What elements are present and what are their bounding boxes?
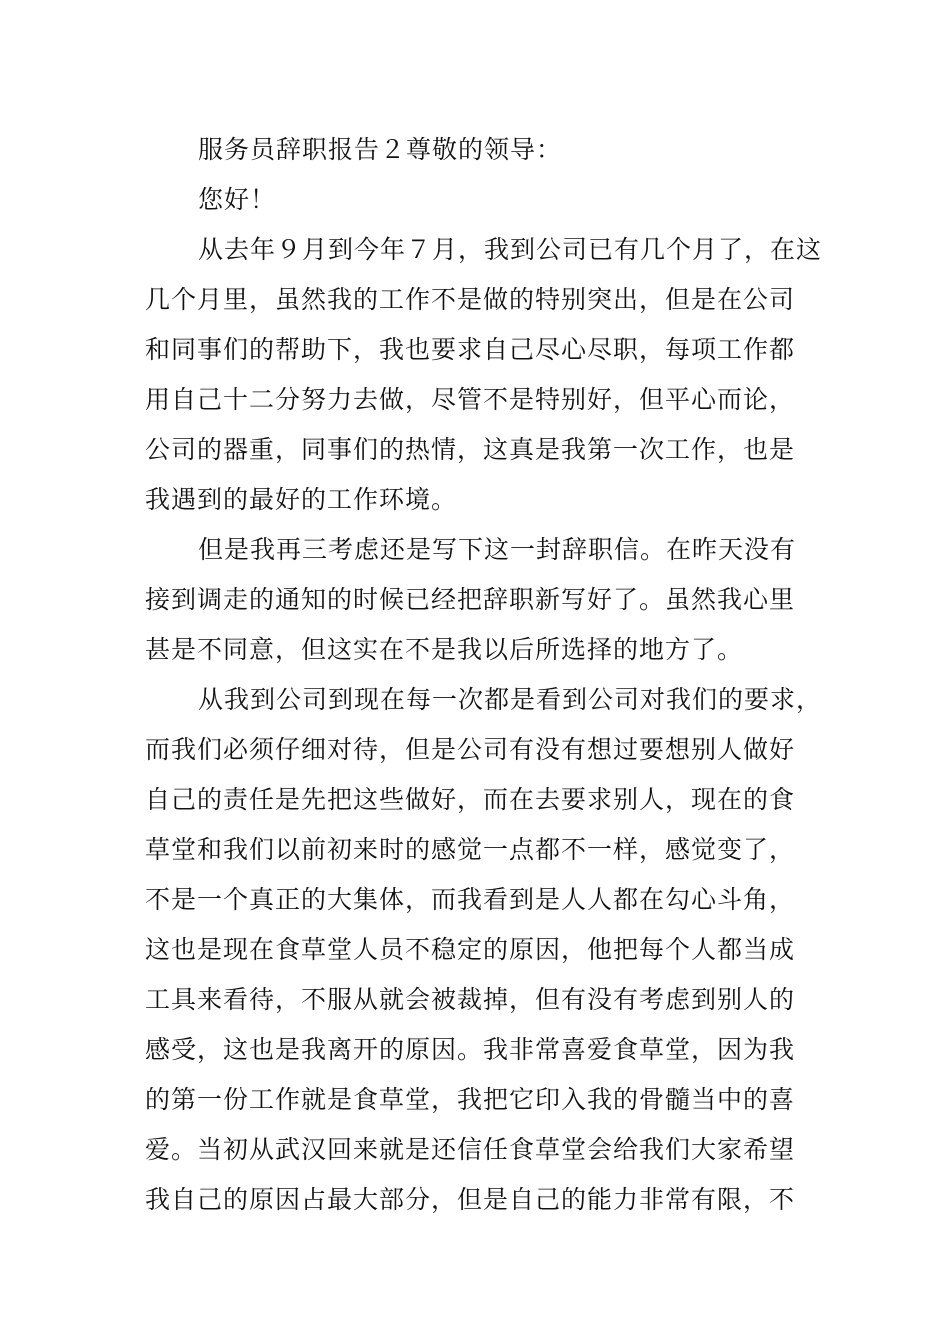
paragraph-line: 接到调走的通知的时候已经把辞职新写好了。虽然我心里 [145,585,796,614]
paragraph-line: 草堂和我们以前初来时的感觉一点都不一样，感觉变了， [145,835,796,864]
paragraph-line: 从我到公司到现在每一次都是看到公司对我们的要求， [198,685,823,714]
paragraph-line: 的第一份工作就是食草堂，我把它印入我的骨髓当中的喜 [145,1085,796,1114]
greeting-line: 您好！ [198,185,277,214]
paragraph-line: 甚是不同意，但这实在不是我以后所选择的地方了。 [145,635,744,664]
paragraph-line: 我遇到的最好的工作环境。 [145,485,458,514]
paragraph-line: 但是我再三考虑还是写下这一封辞职信。在昨天没有 [198,535,797,564]
paragraph-line: 这也是现在食草堂人员不稳定的原因，他把每个人都当成 [145,935,796,964]
paragraph-line: 用自己十二分努力去做，尽管不是特别好，但平心而论， [145,385,796,414]
paragraph-line: 几个月里，虽然我的工作不是做的特别突出，但是在公司 [145,285,796,314]
paragraph-line: 不是一个真正的大集体，而我看到是人人都在勾心斗角， [145,885,796,914]
paragraph-line: 从去年９月到今年７月，我到公司已有几个月了，在这 [198,235,823,264]
paragraph-line: 而我们必须仔细对待，但是公司有没有想过要想别人做好 [145,735,796,764]
paragraph-line: 我自己的原因占最大部分，但是自己的能力非常有限，不 [145,1185,796,1214]
paragraph-line: 公司的器重，同事们的热情，这真是我第一次工作，也是 [145,435,796,464]
paragraph-line: 工具来看待，不服从就会被裁掉，但有没有考虑到别人的 [145,985,796,1014]
paragraph-line: 感受，这也是我离开的原因。我非常喜爱食草堂，因为我 [145,1035,796,1064]
paragraph-line: 和同事们的帮助下，我也要求自己尽心尽职，每项工作都 [145,335,796,364]
report-title-line: 服务员辞职报告２尊敬的领导： [198,135,563,164]
paragraph-line: 爱。当初从武汉回来就是还信任食草堂会给我们大家希望 [145,1135,796,1164]
paragraph-line: 自己的责任是先把这些做好，而在去要求别人，现在的食 [145,785,796,814]
